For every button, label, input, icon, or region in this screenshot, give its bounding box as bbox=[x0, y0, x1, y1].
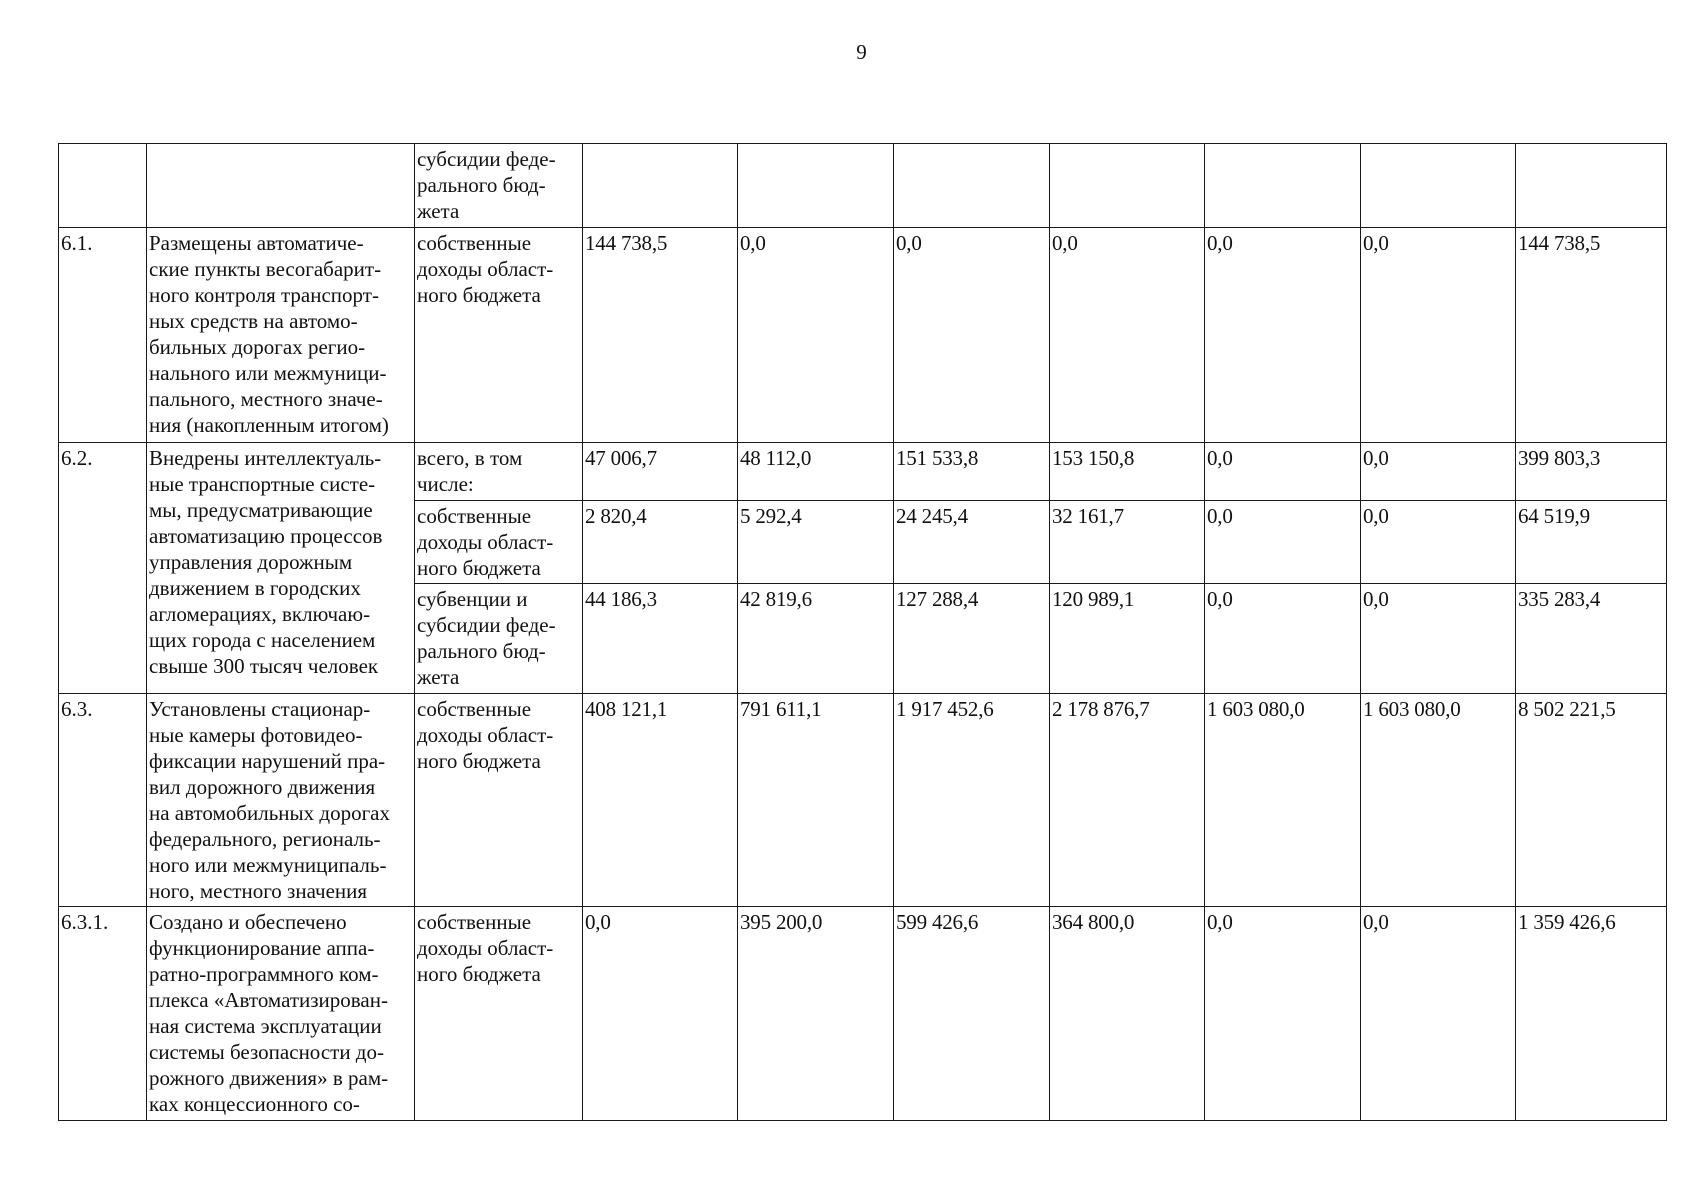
value-cell: 0,0 bbox=[1361, 228, 1516, 443]
code-cell: 6.3. bbox=[59, 694, 147, 907]
value-cell: 1 917 452,6 bbox=[894, 694, 1050, 907]
total-cell: 8 502 221,5 bbox=[1516, 694, 1667, 907]
value-cell: 0,0 bbox=[738, 228, 894, 443]
value-cell: 1 603 080,0 bbox=[1205, 694, 1361, 907]
table-row bbox=[59, 907, 1667, 1121]
value-cell: 42 819,6 bbox=[738, 584, 894, 694]
total-cell: 144 738,5 bbox=[1516, 228, 1667, 443]
source-cell: собственные доходы област- ного бюджета bbox=[415, 501, 583, 584]
value-cell bbox=[1516, 144, 1667, 228]
value-cell: 127 288,4 bbox=[894, 584, 1050, 694]
value-cell bbox=[1050, 144, 1205, 228]
value-cell: 24 245,4 bbox=[894, 501, 1050, 584]
value-cell: 0,0 bbox=[1050, 228, 1205, 443]
value-cell: 32 161,7 bbox=[1050, 501, 1205, 584]
value-cell: 1 603 080,0 bbox=[1361, 694, 1516, 907]
table-row bbox=[59, 228, 1667, 443]
value-cell: 0,0 bbox=[1205, 501, 1361, 584]
value-cell bbox=[1205, 144, 1361, 228]
description-cell: Установлены стационар- ные камеры фотовидео- фиксации нарушений пра- вил дорожного движения на автомобильных дорогах федерального, региональ- ного или межмуниципаль- ного, местного значения bbox=[147, 694, 415, 907]
value-cell: 2 820,4 bbox=[583, 501, 738, 584]
code-cell: 6.2. bbox=[59, 443, 147, 694]
value-cell: 0,0 bbox=[583, 907, 738, 1121]
source-cell: субсидии феде- рального бюд- жета bbox=[415, 144, 583, 228]
source-cell: субвенции и субсидии феде- рального бюд- жета bbox=[415, 584, 583, 694]
description-cell: Создано и обеспечено функционирование аппа- ратно-программного ком- плекса «Автоматизирован- ная система эксплуатации системы безопасности до- рожного движения» в рам- ках концессионного со- bbox=[147, 907, 415, 1121]
value-cell: 0,0 bbox=[1361, 443, 1516, 501]
value-cell: 0,0 bbox=[894, 228, 1050, 443]
value-cell: 364 800,0 bbox=[1050, 907, 1205, 1121]
page-number: 9 bbox=[856, 40, 867, 64]
value-cell: 0,0 bbox=[1361, 584, 1516, 694]
value-cell: 48 112,0 bbox=[738, 443, 894, 501]
value-cell: 44 186,3 bbox=[583, 584, 738, 694]
value-cell: 120 989,1 bbox=[1050, 584, 1205, 694]
value-cell: 395 200,0 bbox=[738, 907, 894, 1121]
value-cell: 0,0 bbox=[1361, 501, 1516, 584]
code-cell bbox=[59, 144, 147, 228]
table-row bbox=[59, 694, 1667, 907]
value-cell: 0,0 bbox=[1205, 228, 1361, 443]
value-cell: 153 150,8 bbox=[1050, 443, 1205, 501]
value-cell: 0,0 bbox=[1361, 907, 1516, 1121]
value-cell: 47 006,7 bbox=[583, 443, 738, 501]
value-cell bbox=[1361, 144, 1516, 228]
value-cell bbox=[583, 144, 738, 228]
value-cell: 2 178 876,7 bbox=[1050, 694, 1205, 907]
source-cell: собственные доходы област- ного бюджета bbox=[415, 907, 583, 1121]
value-cell: 0,0 bbox=[1205, 907, 1361, 1121]
value-cell: 5 292,4 bbox=[738, 501, 894, 584]
description-cell bbox=[147, 144, 415, 228]
budget-table bbox=[58, 143, 1667, 1121]
value-cell: 791 611,1 bbox=[738, 694, 894, 907]
value-cell: 151 533,8 bbox=[894, 443, 1050, 501]
source-cell: всего, в том числе: bbox=[415, 443, 583, 501]
value-cell: 599 426,6 bbox=[894, 907, 1050, 1121]
table-row bbox=[59, 443, 1667, 501]
total-cell: 335 283,4 bbox=[1516, 584, 1667, 694]
total-cell: 1 359 426,6 bbox=[1516, 907, 1667, 1121]
code-cell: 6.3.1. bbox=[59, 907, 147, 1121]
value-cell: 408 121,1 bbox=[583, 694, 738, 907]
value-cell: 0,0 bbox=[1205, 584, 1361, 694]
value-cell bbox=[738, 144, 894, 228]
value-cell: 0,0 bbox=[1205, 443, 1361, 501]
source-cell: собственные доходы област- ного бюджета bbox=[415, 228, 583, 443]
description-cell: Размещены автоматиче- ские пункты весогабарит- ного контроля транспорт- ных средств на автомо- бильных дорогах регио- нального или межмуници- пального, местного значе- ния (накопленным итогом) bbox=[147, 228, 415, 443]
code-cell: 6.1. bbox=[59, 228, 147, 443]
source-cell: собственные доходы област- ного бюджета bbox=[415, 694, 583, 907]
description-cell: Внедрены интеллектуаль- ные транспортные систе- мы, предусматривающие автоматизацию процессов управления дорожным движением в городских агломерациях, включаю- щих города с населением свыше 300 тысяч человек bbox=[147, 443, 415, 694]
value-cell: 144 738,5 bbox=[583, 228, 738, 443]
total-cell: 399 803,3 bbox=[1516, 443, 1667, 501]
value-cell bbox=[894, 144, 1050, 228]
total-cell: 64 519,9 bbox=[1516, 501, 1667, 584]
table-row bbox=[59, 144, 1667, 228]
